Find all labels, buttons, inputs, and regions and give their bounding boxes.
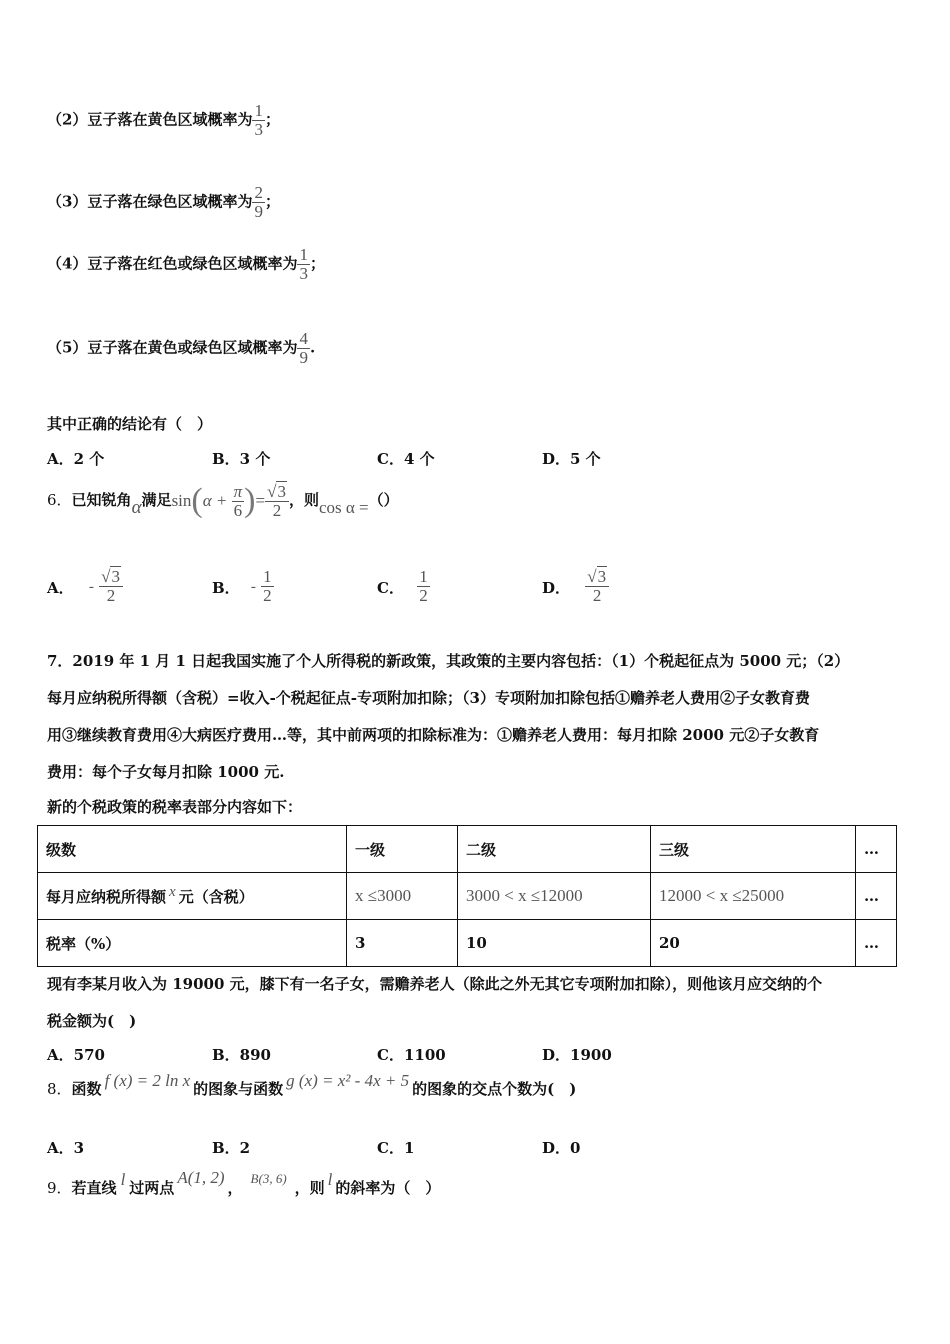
- fraction: $\frac{1}{3}$: [254, 101, 263, 139]
- statement-5: （5）豆子落在黄色或绿色区域概率为 $\frac{4}{9}$ .: [47, 329, 316, 367]
- statement-4: （4）豆子落在红色或绿色区域概率为 $\frac{1}{3}$ ；: [47, 245, 325, 283]
- table-cell: 一级: [347, 826, 458, 873]
- sqrt3-over-two: $\frac{√3}{2}$: [265, 483, 289, 520]
- statement-text: （5）豆子落在黄色或绿色区域概率为: [47, 338, 298, 357]
- q8-option-b: B．2: [212, 1139, 251, 1157]
- q8-option-c: C．1: [377, 1139, 415, 1157]
- table-cell: 二级: [458, 826, 651, 873]
- table-cell: 税率（%）: [38, 920, 347, 967]
- table-cell: 12000 < x ≤25000: [651, 873, 856, 920]
- table-cell: 级数: [38, 826, 347, 873]
- q5-option-c: C．4 个: [377, 450, 435, 468]
- q7-option-a: A．570: [47, 1046, 105, 1064]
- point-b: B(3, 6): [250, 1171, 287, 1186]
- q7-option-c: C．1100: [377, 1046, 446, 1064]
- table-cell: 10: [458, 920, 651, 967]
- q6-option-b: B． - $\frac{1}{2}$: [212, 567, 272, 605]
- tax-rate-table: [37, 825, 897, 967]
- fraction: $\frac{4}{9}$: [299, 329, 308, 367]
- q7-option-b: B．890: [212, 1046, 271, 1064]
- q7-option-d: D．1900: [542, 1046, 612, 1064]
- table-cell: x ≤3000: [347, 873, 458, 920]
- q7-line-2: 每月应纳税所得额（含税）=收入-个税起征点-专项附加扣除；（3）专项附加扣除包括①赡养老人费用②子女教育费: [47, 689, 810, 707]
- function-f: f (x) = 2 ln x: [104, 1071, 191, 1090]
- table-row: [38, 873, 897, 920]
- q6-option-c: C． $\frac{1}{2}$: [377, 567, 428, 605]
- q5-stem: 其中正确的结论有（ ）: [47, 415, 213, 433]
- q7-line-4: 费用：每个子女每月扣除 1000 元.: [47, 763, 285, 781]
- q7-line-1: 7．2019 年 1 月 1 日起我国实施了个人所得税的新政策，其政策的主要内容包括：（1）个税起征点为 5000 元；（2）: [47, 652, 850, 670]
- table-row: [38, 920, 897, 967]
- fraction: $\frac{2}{9}$: [254, 183, 263, 221]
- statement-3: （3）豆子落在绿色区域概率为 $\frac{2}{9}$ ；: [47, 183, 280, 221]
- statement-text: （4）豆子落在红色或绿色区域概率为: [47, 254, 298, 273]
- table-row: [38, 826, 897, 873]
- q5-option-d: D．5 个: [542, 450, 601, 468]
- q6-option-a: A． - $\frac{√3}{2}$: [47, 568, 123, 605]
- q7-after-1: 现有李某月收入为 19000 元，膝下有一名子女，需赡养老人（除此之外无其它专项附加扣除），则他该月应交纳的个: [47, 975, 823, 993]
- table-intro: 新的个税政策的税率表部分内容如下：: [47, 798, 303, 816]
- point-a: A(1, 2): [177, 1168, 225, 1187]
- q6-option-d: D． $\frac{√3}{2}$: [542, 568, 609, 605]
- table-cell: 20: [651, 920, 856, 967]
- q7-after-2: 税金额为( ): [47, 1012, 137, 1030]
- q8-stem: 8．函数 f (x) = 2 ln x 的图象与函数 g (x) = x² - 4x + 5 的图象的交点个数为( ): [47, 1071, 577, 1098]
- q5-option-a: A．2 个: [47, 450, 105, 468]
- table-cell: 3: [347, 920, 458, 967]
- q9-stem: 9．若直线 l 过两点A(1, 2)，B(3, 6)，则 l 的斜率为（ ）: [47, 1168, 441, 1197]
- statement-text: （2）豆子落在黄色区域概率为: [47, 110, 253, 129]
- pi-over-six: $\frac{\pi}{6}$: [233, 481, 243, 520]
- q6-stem: 6．已知锐角α满足sin(α + $\frac{\pi}{6}$ )= $\frac{√3}{2}$ ，则cos α =（）: [47, 481, 399, 520]
- table-cell: …: [856, 873, 897, 920]
- function-g: g (x) = x² - 4x + 5: [286, 1071, 410, 1090]
- q8-option-d: D．0: [542, 1139, 581, 1157]
- table-cell: 每月应纳税所得额 x 元（含税）: [38, 873, 347, 920]
- statement-2: （2）豆子落在黄色区域概率为 $\frac{1}{3}$ ；: [47, 101, 280, 139]
- table-cell: 3000 < x ≤12000: [458, 873, 651, 920]
- table-cell: …: [856, 920, 897, 967]
- q5-option-b: B．3 个: [212, 450, 271, 468]
- q7-line-3: 用③继续教育费用④大病医疗费用…等，其中前两项的扣除标准为：①赡养老人费用：每月扣除 2000 元②子女教育: [47, 726, 820, 744]
- table-cell: …: [856, 826, 897, 873]
- statement-text: （3）豆子落在绿色区域概率为: [47, 192, 253, 211]
- q8-option-a: A．3: [47, 1139, 85, 1157]
- alpha-symbol: α: [131, 497, 142, 518]
- fraction: $\frac{1}{3}$: [299, 245, 308, 283]
- table-cell: 三级: [651, 826, 856, 873]
